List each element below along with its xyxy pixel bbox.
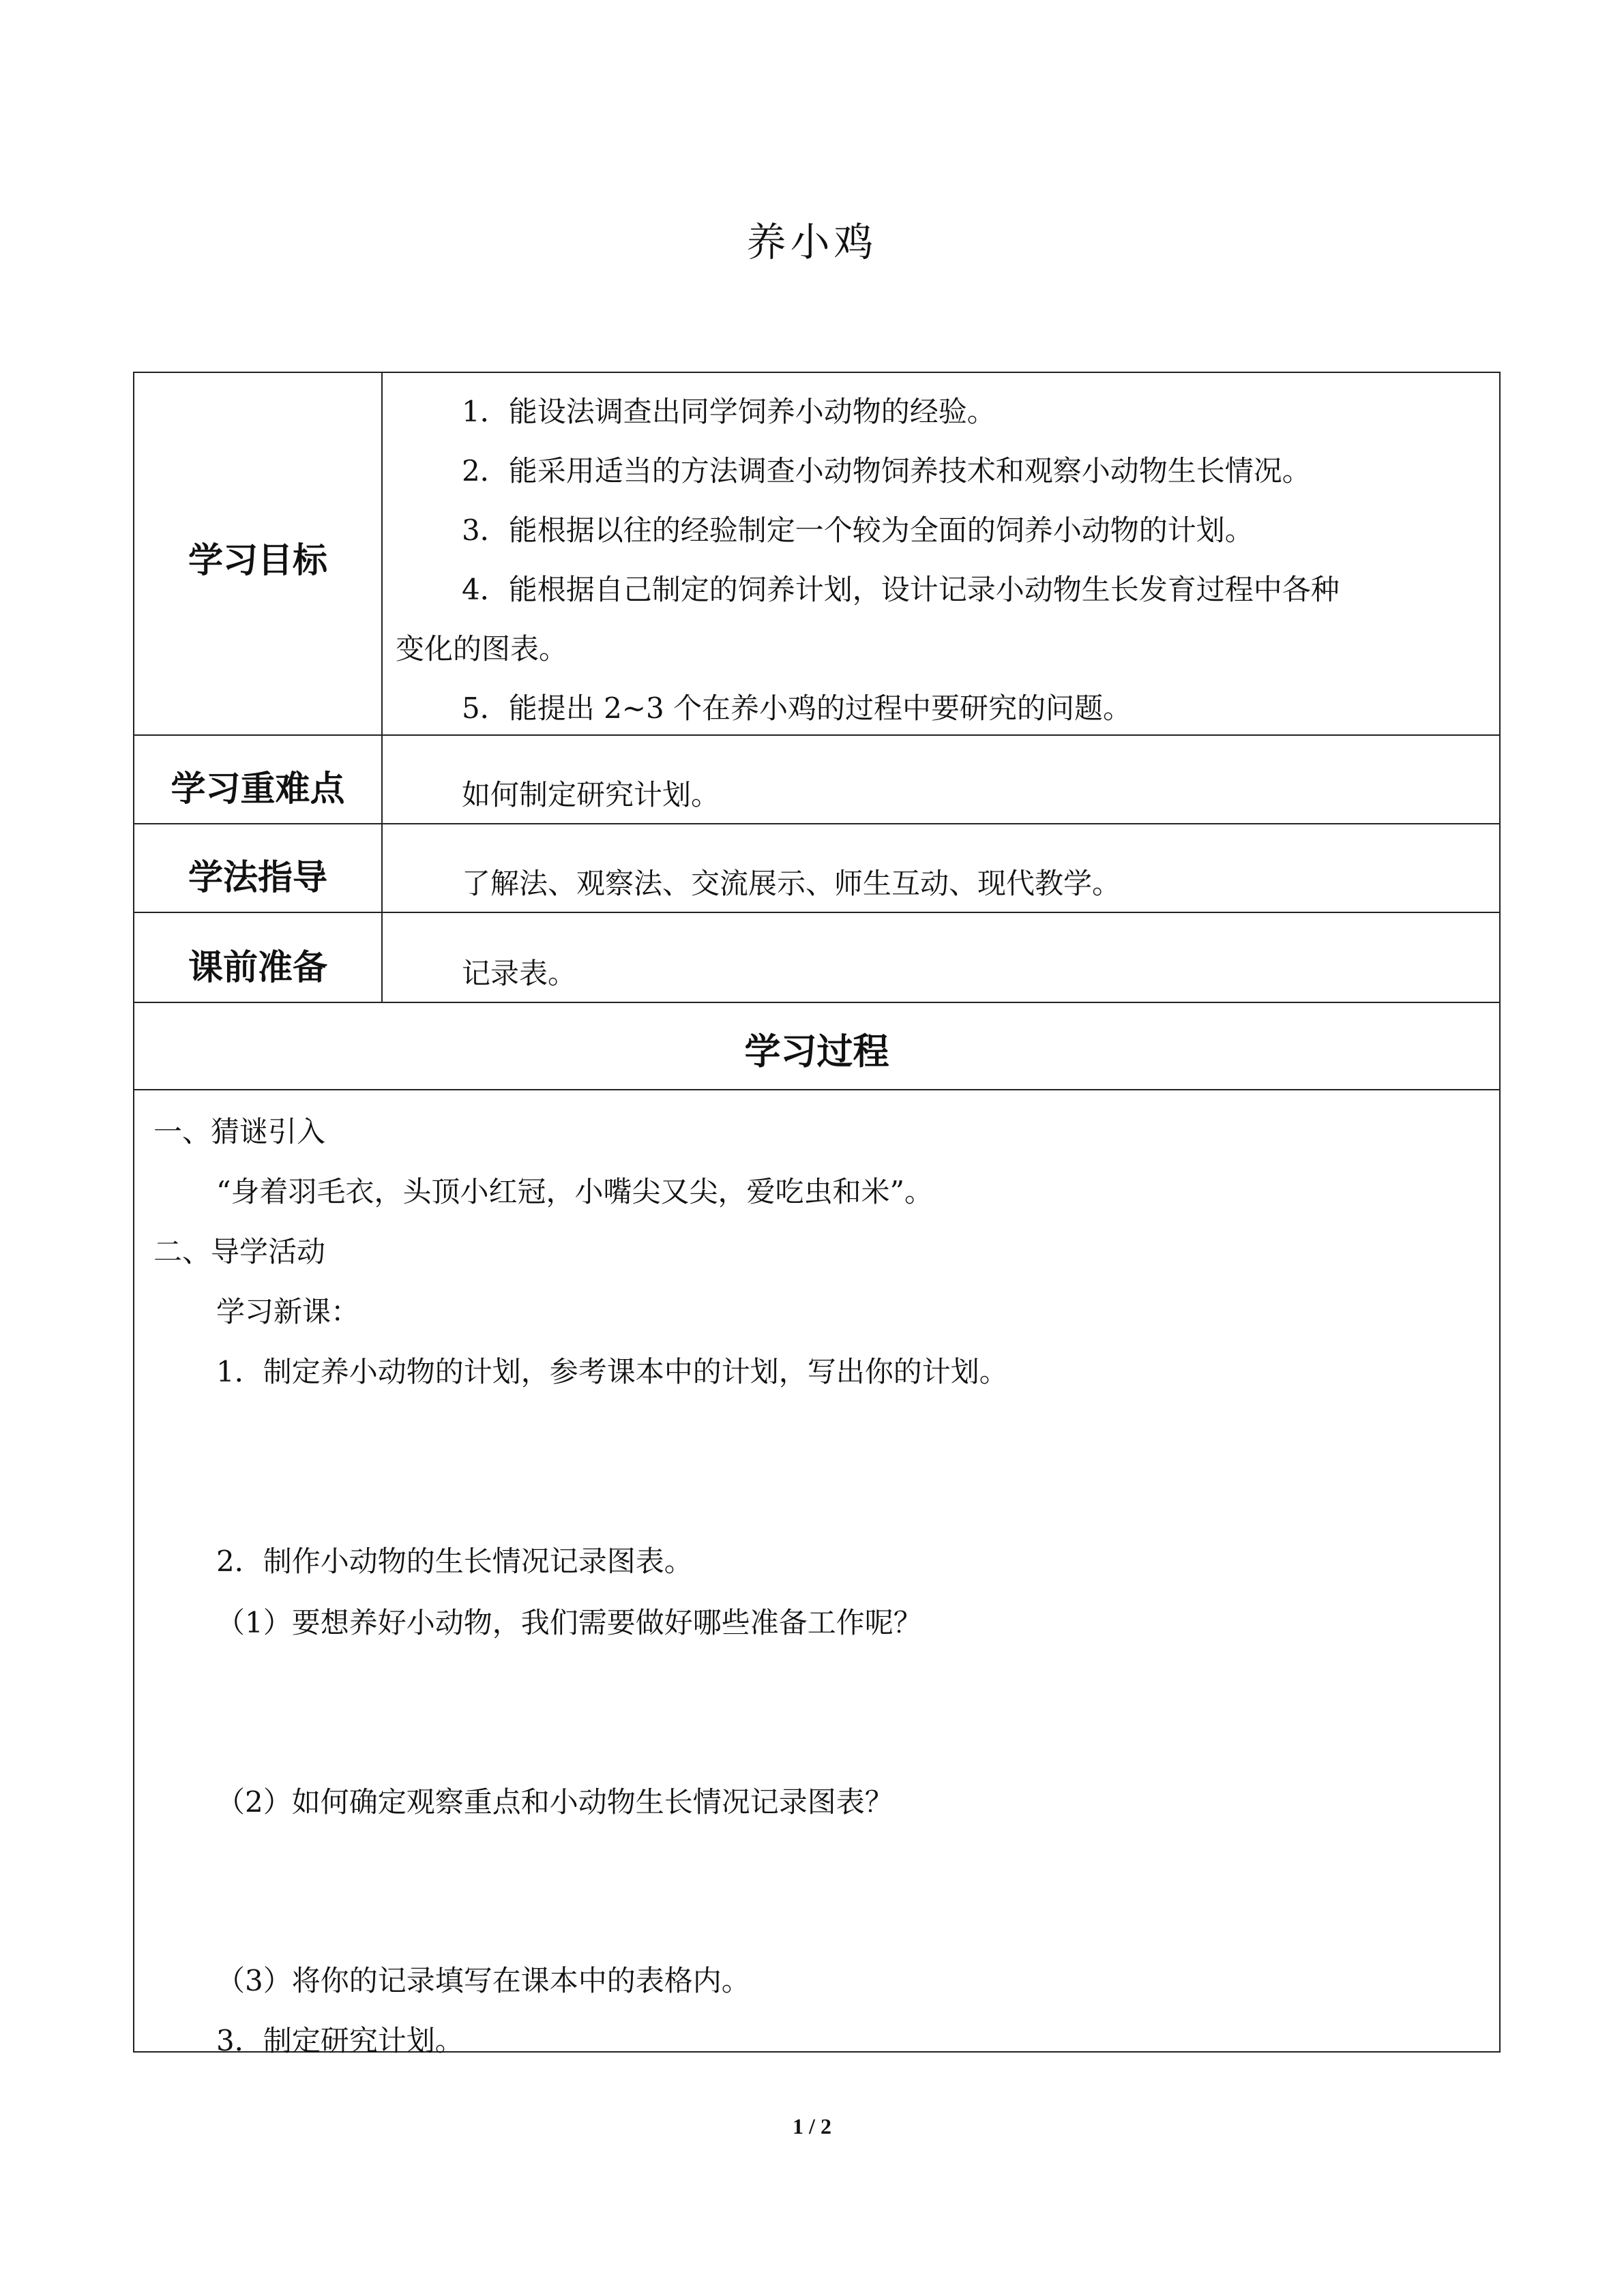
- process-heading: 学习过程: [744, 1031, 889, 1073]
- preparation-value: 记录表。: [462, 957, 577, 990]
- document-title: 养小鸡: [746, 219, 878, 265]
- goals-label: 学习目标: [188, 541, 327, 581]
- methods-value: 了解法、观察法、交流展示、师生互动、现代教学。: [462, 867, 1121, 900]
- row-divider: [134, 823, 1499, 824]
- process-line: 3．制定研究计划。: [216, 2024, 464, 2057]
- goal-item: 4．能根据自己制定的饲养计划，设计记录小动物生长发育过程中各种: [462, 573, 1340, 606]
- key-points-value: 如何制定研究计划。: [462, 778, 720, 811]
- goal-item: 变化的图表。: [396, 632, 568, 666]
- process-line: 1．制定养小动物的计划，参考课本中的计划，写出你的计划。: [216, 1355, 1008, 1388]
- page-number: 1 / 2: [793, 2114, 831, 2138]
- process-line: “身着羽毛衣，头顶小红冠，小嘴尖又尖，爱吃虫和米”。: [216, 1175, 933, 1208]
- goal-item: 1．能设法调查出同学饲养小动物的经验。: [462, 395, 996, 428]
- process-line: （2）如何确定观察重点和小动物生长情况记录图表？: [216, 1785, 894, 1819]
- preparation-label: 课前准备: [188, 948, 327, 988]
- process-line: 学习新课：: [216, 1295, 360, 1328]
- key-points-label: 学习重难点: [171, 769, 345, 809]
- process-line: 二、导学活动: [153, 1235, 326, 1268]
- process-line: 一、猜谜引入: [153, 1115, 326, 1148]
- methods-label: 学法指导: [188, 858, 327, 898]
- goal-item: 3．能根据以往的经验制定一个较为全面的饲养小动物的计划。: [462, 513, 1254, 547]
- lesson-table: [133, 372, 1501, 2057]
- process-line: 2．制作小动物的生长情况记录图表。: [216, 1545, 693, 1578]
- row-divider: [134, 1002, 1499, 1003]
- row-divider: [134, 1089, 1499, 1090]
- process-line: （3）将你的记录填写在课本中的表格内。: [216, 1964, 750, 1997]
- goal-item: 5．能提出 2~3 个在养小鸡的过程中要研究的问题。: [462, 691, 1132, 725]
- process-line: （1）要想养好小动物，我们需要做好哪些准备工作呢？: [216, 1606, 922, 1639]
- column-divider: [381, 373, 383, 1002]
- goal-item: 2．能采用适当的方法调查小动物饲养技术和观察小动物生长情况。: [462, 454, 1311, 488]
